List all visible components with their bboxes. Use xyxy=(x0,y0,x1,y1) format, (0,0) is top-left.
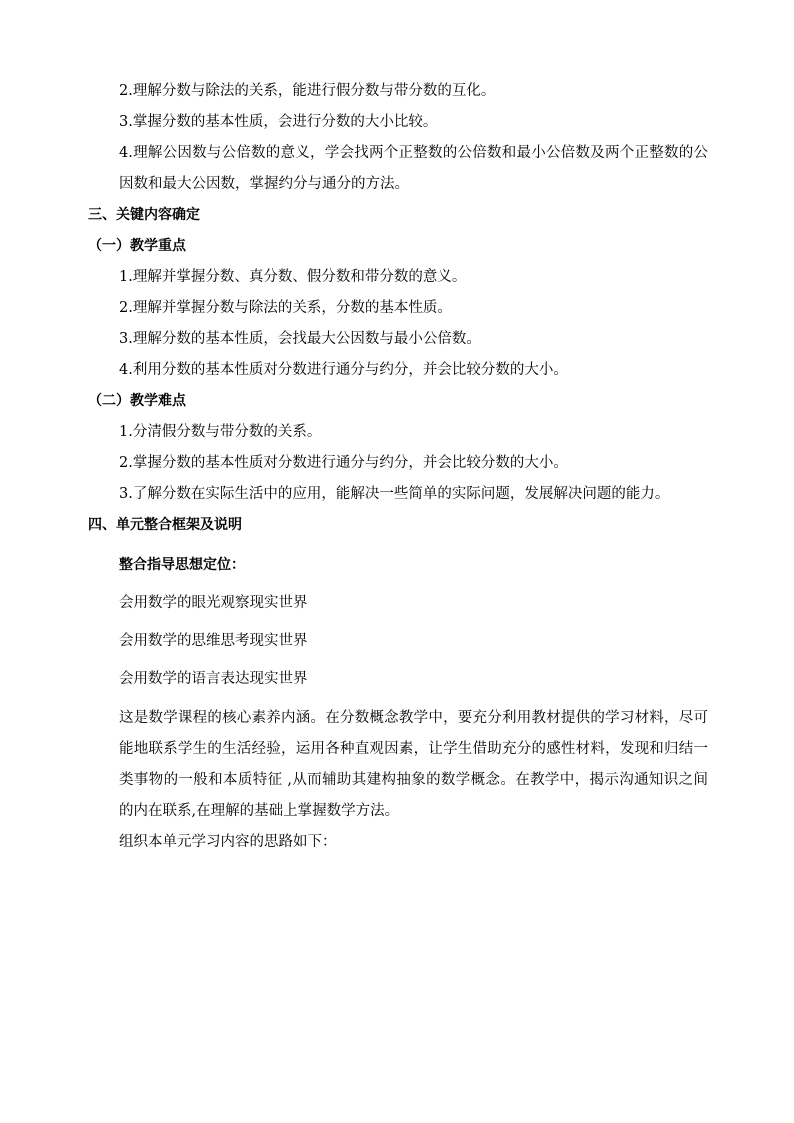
goal-item-4: 4.理解公因数与公倍数的意义，学会找两个正整数的公倍数和最小公倍数及两个正整数的公因数和最大公因数，掌握约分与通分的方法。 xyxy=(119,145,708,192)
difficulty-1: 1.分清假分数与带分数的关系。 xyxy=(119,424,322,440)
difficulties-heading: （二）教学难点 xyxy=(88,393,186,409)
quote-think: 会用数学的思维思考现实世界 xyxy=(119,633,308,649)
difficulty-2: 2.掌握分数的基本性质对分数进行通分与约分，并会比较分数的大小。 xyxy=(119,455,568,471)
key-point-2: 2.理解并掌握分数与除法的关系，分数的基本性质。 xyxy=(119,300,452,316)
goal-item-3: 3.掌握分数的基本性质，会进行分数的大小比较。 xyxy=(119,114,438,130)
key-point-3: 3.理解分数的基本性质，会找最大公因数与最小公倍数。 xyxy=(119,331,481,347)
quote-express: 会用数学的语言表达现实世界 xyxy=(119,671,308,687)
key-point-1: 1.理解并掌握分数、真分数、假分数和带分数的意义。 xyxy=(119,269,467,285)
difficulty-3: 3.了解分数在实际生活中的应用，能解决一些简单的实际问题，发展解决问题的能力。 xyxy=(119,486,670,502)
quote-observe: 会用数学的眼光观察现实世界 xyxy=(119,595,308,611)
document-content xyxy=(88,76,708,858)
key-points-heading: （一）教学重点 xyxy=(88,238,186,254)
closing-line: 组织本单元学习内容的思路如下： xyxy=(119,834,337,850)
core-literacy-paragraph: 这是数学课程的核心素养内涵。在分数概念教学中，要充分利用教材提供的学习材料，尽可能地联系学生的生活经验，运用各种直观因素，让学生借助充分的感性材料，发现和归结一类事物的一般和本质特征 ,从而辅助其建构抽象的数学概念。在教学中，揭示沟通知识之间的内在联系,在理解的基础上掌握数学方法。 xyxy=(119,710,708,819)
section-3-heading: 三、关键内容确定 xyxy=(88,207,200,223)
goal-item-2: 2.理解分数与除法的关系，能进行假分数与带分数的互化。 xyxy=(119,83,496,99)
guiding-title: 整合指导思想定位： xyxy=(119,557,245,573)
section-4-heading: 四、单元整合框架及说明 xyxy=(88,517,242,533)
key-point-4: 4.利用分数的基本性质对分数进行通分与约分，并会比较分数的大小。 xyxy=(119,362,568,378)
